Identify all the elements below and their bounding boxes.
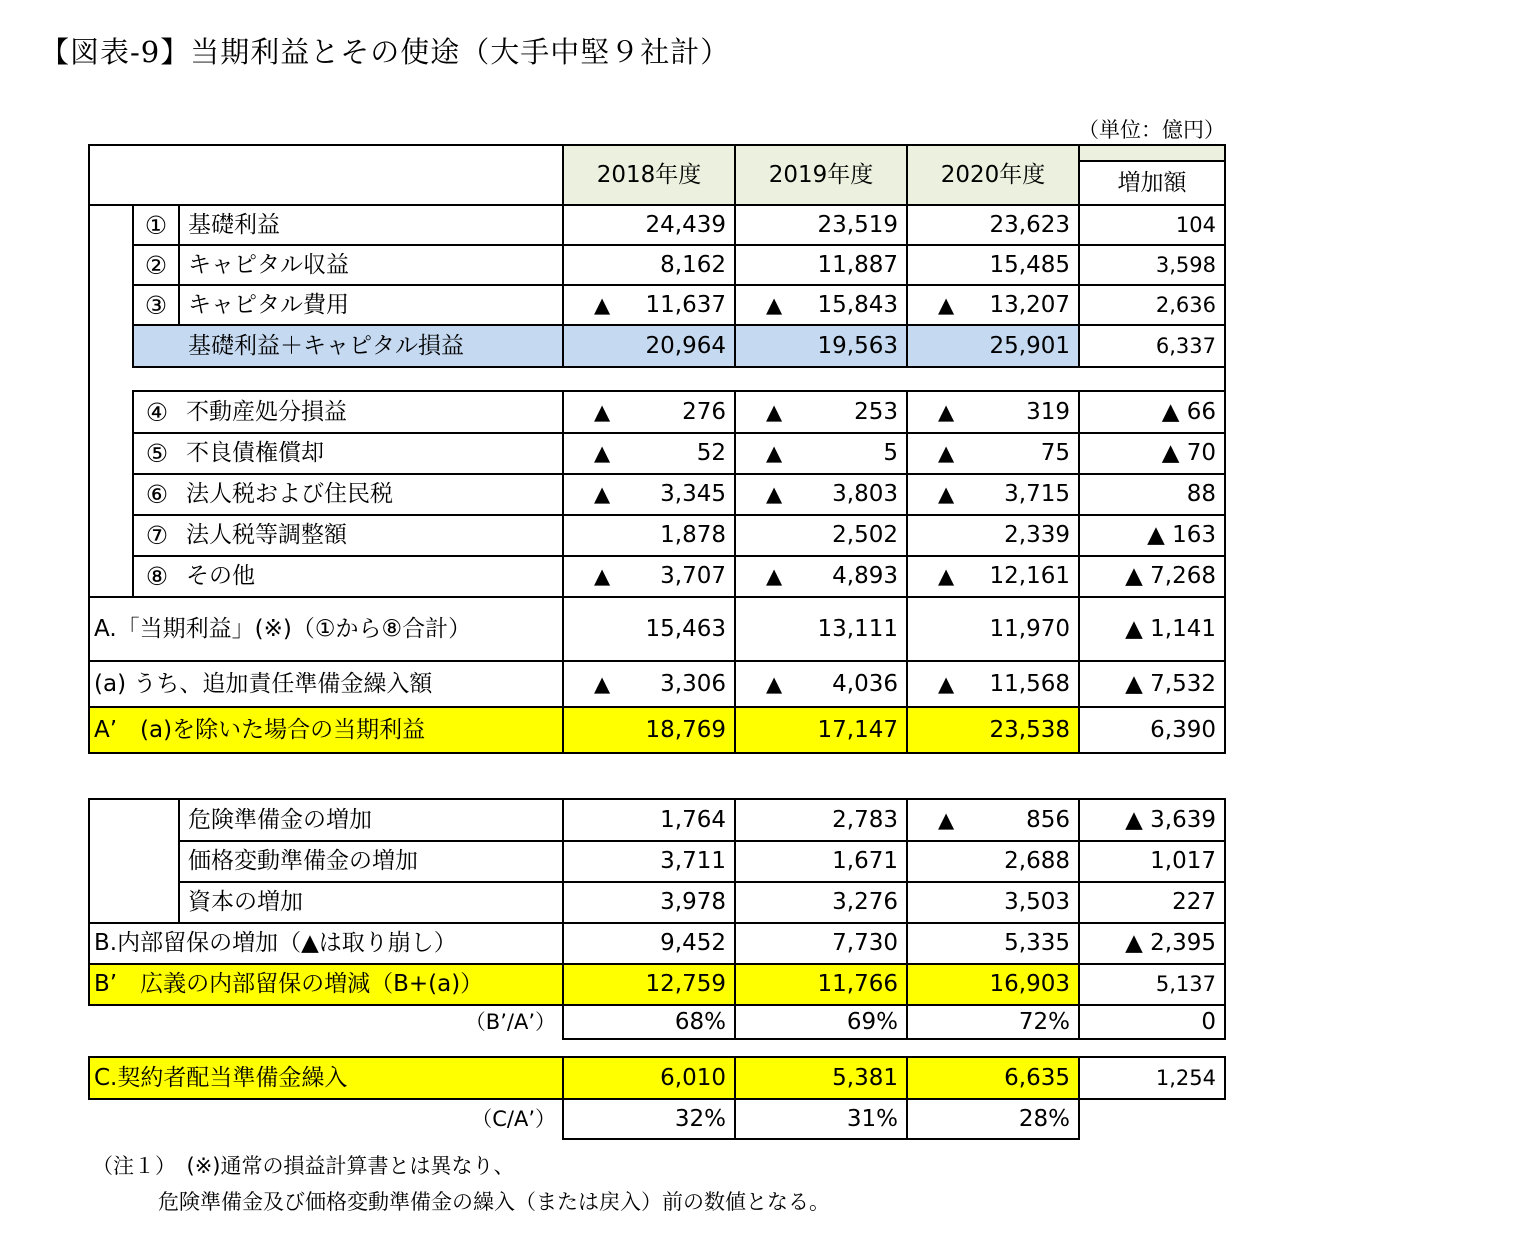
additional-reserve-2018: ▲ 3,306 bbox=[562, 660, 736, 708]
row-label: 資本の増加 bbox=[178, 881, 564, 924]
negative-mark: ▲ bbox=[766, 482, 783, 506]
value-2020: 2,688 bbox=[906, 840, 1080, 883]
adjusted-profit-2019: 17,147 bbox=[734, 706, 908, 754]
value-2019: 3,276 bbox=[734, 881, 908, 924]
subtotal-label: 基礎利益＋キャピタル損益 bbox=[132, 324, 564, 368]
broad-reserve-2019: 11,766 bbox=[734, 963, 908, 1006]
total-profit-label: A.「当期利益」(※)（①から⑧合計） bbox=[88, 596, 564, 662]
row-label: 不良債権償却 bbox=[178, 432, 564, 475]
note-line-1: （注１） (※)通常の損益計算書とは異なり、 bbox=[92, 1154, 515, 1178]
value-diff: ▲ 66 bbox=[1078, 390, 1226, 434]
negative-mark: ▲ bbox=[594, 564, 611, 588]
adjusted-profit-diff: 6,390 bbox=[1078, 706, 1226, 754]
row-label: 不動産処分損益 bbox=[178, 390, 564, 434]
dividend-reserve-2019: 5,381 bbox=[734, 1056, 908, 1100]
value-2020: ▲ 13,207 bbox=[906, 284, 1080, 326]
negative-mark: ▲ bbox=[594, 482, 611, 506]
negative-mark: ▲ bbox=[594, 292, 611, 317]
adjusted-profit-2020: 23,538 bbox=[906, 706, 1080, 754]
dividend-reserve-2020: 6,635 bbox=[906, 1056, 1080, 1100]
subtotal-2018: 20,964 bbox=[562, 324, 736, 368]
value-2018: 3,978 bbox=[562, 881, 736, 924]
broad-reserve-diff: 5,137 bbox=[1078, 963, 1226, 1006]
row-no: ③ bbox=[132, 284, 180, 326]
ratio-c-2018: 32% bbox=[562, 1098, 736, 1140]
dividend-reserve-label: C.契約者配当準備金繰入 bbox=[88, 1056, 564, 1100]
internal-reserve-label: B.内部留保の増加（▲は取り崩し） bbox=[88, 922, 564, 965]
value-2020: 15,485 bbox=[906, 244, 1080, 286]
negative-mark: ▲ bbox=[938, 807, 955, 832]
ratio-b-label: （B’/A’） bbox=[464, 1009, 556, 1034]
negative-mark: ▲ bbox=[594, 671, 611, 696]
row-label: その他 bbox=[178, 555, 564, 598]
value-diff: ▲ 163 bbox=[1078, 514, 1226, 557]
value-2018: ▲ 3,345 bbox=[562, 473, 736, 516]
value-diff: 227 bbox=[1078, 881, 1226, 924]
value-2018: ▲ 11,637 bbox=[562, 284, 736, 326]
additional-reserve-label: (a) うち、追加責任準備金繰入額 bbox=[88, 660, 564, 708]
additional-reserve-diff: ▲ 7,532 bbox=[1078, 660, 1226, 708]
row-label: 基礎利益 bbox=[178, 204, 564, 246]
row-no: ④ bbox=[132, 390, 180, 434]
value-2019: ▲ 3,803 bbox=[734, 473, 908, 516]
value-2018: ▲ 276 bbox=[562, 390, 736, 434]
row-label: キャピタル収益 bbox=[178, 244, 564, 286]
row-no: ① bbox=[132, 204, 180, 246]
ratio-c-label: （C/A’） bbox=[471, 1106, 556, 1131]
header-2020: 2020年度 bbox=[906, 144, 1080, 206]
value-2019: ▲ 5 bbox=[734, 432, 908, 475]
unit-label: （単位：億円） bbox=[1078, 118, 1225, 142]
value-diff: 88 bbox=[1078, 473, 1226, 516]
row-no: ⑥ bbox=[132, 473, 180, 516]
negative-mark: ▲ bbox=[766, 564, 783, 588]
broad-reserve-label: B’ 広義の内部留保の増減（B+(a)） bbox=[88, 963, 564, 1006]
additional-reserve-2019: ▲ 4,036 bbox=[734, 660, 908, 708]
page-title: 【図表-9】当期利益とその使途（大手中堅９社計） bbox=[40, 35, 731, 69]
dividend-reserve-diff: 1,254 bbox=[1078, 1056, 1226, 1100]
row-no: ⑤ bbox=[132, 432, 180, 475]
adjusted-profit-2018: 18,769 bbox=[562, 706, 736, 754]
subtotal-2019: 19,563 bbox=[734, 324, 908, 368]
internal-reserve-2019: 7,730 bbox=[734, 922, 908, 965]
ratio-c-2019: 31% bbox=[734, 1098, 908, 1140]
value-2020: ▲ 319 bbox=[906, 390, 1080, 434]
value-diff: ▲ 3,639 bbox=[1078, 798, 1226, 842]
section2-left-margin bbox=[88, 390, 134, 598]
total-profit-diff: ▲ 1,141 bbox=[1078, 596, 1226, 662]
value-2020: 2,339 bbox=[906, 514, 1080, 557]
note-line-2: 危険準備金及び価格変動準備金の繰入（または戻入）前の数値となる。 bbox=[158, 1190, 830, 1214]
header-blank bbox=[88, 144, 564, 206]
negative-mark: ▲ bbox=[766, 441, 783, 465]
value-2020: 3,503 bbox=[906, 881, 1080, 924]
total-profit-2020: 11,970 bbox=[906, 596, 1080, 662]
internal-reserve-2020: 5,335 bbox=[906, 922, 1080, 965]
value-2020: 23,623 bbox=[906, 204, 1080, 246]
row-no: ② bbox=[132, 244, 180, 286]
adjusted-profit-label: A’ (a)を除いた場合の当期利益 bbox=[88, 706, 564, 754]
value-2019: ▲ 15,843 bbox=[734, 284, 908, 326]
value-2018: ▲ 3,707 bbox=[562, 555, 736, 598]
section3-left-margin bbox=[88, 798, 180, 924]
negative-mark: ▲ bbox=[766, 292, 783, 317]
internal-reserve-2018: 9,452 bbox=[562, 922, 736, 965]
row-label: 法人税等調整額 bbox=[178, 514, 564, 557]
negative-mark: ▲ bbox=[594, 441, 611, 465]
value-2020: ▲ 12,161 bbox=[906, 555, 1080, 598]
value-2020: ▲ 3,715 bbox=[906, 473, 1080, 516]
spacer bbox=[88, 366, 1226, 392]
negative-mark: ▲ bbox=[938, 399, 955, 424]
value-2019: 11,887 bbox=[734, 244, 908, 286]
negative-mark: ▲ bbox=[766, 671, 783, 696]
row-no: ⑦ bbox=[132, 514, 180, 557]
subtotal-2020: 25,901 bbox=[906, 324, 1080, 368]
value-diff: ▲ 7,268 bbox=[1078, 555, 1226, 598]
value-2020: ▲ 75 bbox=[906, 432, 1080, 475]
value-2019: 23,519 bbox=[734, 204, 908, 246]
value-2019: 2,502 bbox=[734, 514, 908, 557]
negative-mark: ▲ bbox=[938, 482, 955, 506]
negative-mark: ▲ bbox=[938, 292, 955, 317]
value-2018: 3,711 bbox=[562, 840, 736, 883]
ratio-b-diff: 0 bbox=[1078, 1004, 1226, 1040]
subtotal-diff: 6,337 bbox=[1078, 324, 1226, 368]
row-no: ⑧ bbox=[132, 555, 180, 598]
additional-reserve-2020: ▲ 11,568 bbox=[906, 660, 1080, 708]
value-diff: 1,017 bbox=[1078, 840, 1226, 883]
header-diff: 増加額 bbox=[1078, 160, 1226, 206]
value-diff: 2,636 bbox=[1078, 284, 1226, 326]
value-2020: ▲ 856 bbox=[906, 798, 1080, 842]
broad-reserve-2018: 12,759 bbox=[562, 963, 736, 1006]
ratio-b-2020: 72% bbox=[906, 1004, 1080, 1040]
header-2018: 2018年度 bbox=[562, 144, 736, 206]
dividend-reserve-2018: 6,010 bbox=[562, 1056, 736, 1100]
negative-mark: ▲ bbox=[938, 441, 955, 465]
value-2019: ▲ 4,893 bbox=[734, 555, 908, 598]
header-2019: 2019年度 bbox=[734, 144, 908, 206]
total-profit-2019: 13,111 bbox=[734, 596, 908, 662]
value-diff: 104 bbox=[1078, 204, 1226, 246]
value-2019: 2,783 bbox=[734, 798, 908, 842]
value-2018: ▲ 52 bbox=[562, 432, 736, 475]
broad-reserve-2020: 16,903 bbox=[906, 963, 1080, 1006]
row-label: 価格変動準備金の増加 bbox=[178, 840, 564, 883]
value-2018: 1,764 bbox=[562, 798, 736, 842]
row-label: 危険準備金の増加 bbox=[178, 798, 564, 842]
value-2018: 1,878 bbox=[562, 514, 736, 557]
negative-mark: ▲ bbox=[766, 399, 783, 424]
row-label: キャピタル費用 bbox=[178, 284, 564, 326]
ratio-b-2019: 69% bbox=[734, 1004, 908, 1040]
value-2019: 1,671 bbox=[734, 840, 908, 883]
value-2018: 24,439 bbox=[562, 204, 736, 246]
value-2019: ▲ 253 bbox=[734, 390, 908, 434]
total-profit-2018: 15,463 bbox=[562, 596, 736, 662]
row-label: 法人税および住民税 bbox=[178, 473, 564, 516]
negative-mark: ▲ bbox=[938, 564, 955, 588]
value-2018: 8,162 bbox=[562, 244, 736, 286]
negative-mark: ▲ bbox=[594, 399, 611, 424]
ratio-b-2018: 68% bbox=[562, 1004, 736, 1040]
section1-left-margin bbox=[88, 204, 134, 368]
value-diff: 3,598 bbox=[1078, 244, 1226, 286]
internal-reserve-diff: ▲ 2,395 bbox=[1078, 922, 1226, 965]
value-diff: ▲ 70 bbox=[1078, 432, 1226, 475]
ratio-c-2020: 28% bbox=[906, 1098, 1080, 1140]
negative-mark: ▲ bbox=[938, 671, 955, 696]
